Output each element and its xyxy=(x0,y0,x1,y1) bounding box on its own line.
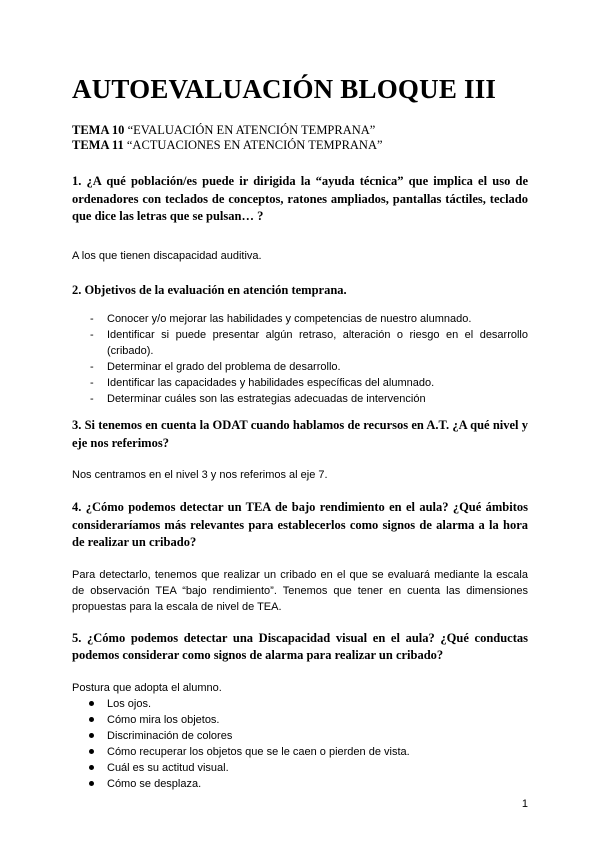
list-item xyxy=(72,327,528,359)
list-item xyxy=(72,359,528,375)
list-item-text: Determinar cuáles son las estrategias adecuadas de intervención xyxy=(107,393,426,405)
list-item-text: Cómo se desplaza. xyxy=(107,777,202,790)
bullet-dot-icon xyxy=(89,733,94,738)
list-item xyxy=(72,712,528,728)
list-item xyxy=(72,311,528,327)
list-item-text: Determinar el grado del problema de desarrollo. xyxy=(107,361,341,373)
topic-label: TEMA 10 xyxy=(72,123,125,137)
list-item xyxy=(72,375,528,391)
list-item-text: Cómo recuperar los objetos que se le caen o pierden de vista. xyxy=(107,745,410,758)
list-item-text: Discriminación de colores xyxy=(107,729,233,742)
list-item xyxy=(72,696,528,712)
question-text: 3. Si tenemos en cuenta la ODAT cuando hablamos de recursos en A.T. ¿A qué nivel y eje nos referimos? xyxy=(72,418,528,450)
bullet-dot-icon xyxy=(89,781,94,786)
topic-text: “EVALUACIÓN EN ATENCIÓN TEMPRANA” xyxy=(124,123,376,137)
question-block-1 xyxy=(72,173,528,264)
dash-bullet: - xyxy=(90,377,94,389)
list-item-text: Identificar si puede presentar algún retraso, alteración o riesgo en el desarrollo (cribado). xyxy=(107,329,528,357)
document-title: AUTOEVALUACIÓN BLOQUE III xyxy=(72,74,497,104)
document-page xyxy=(72,74,528,792)
list-item xyxy=(72,760,528,776)
bullet-dot-icon xyxy=(89,749,94,754)
question-block-3 xyxy=(72,417,528,483)
topic-line xyxy=(72,138,528,153)
list-item xyxy=(72,391,528,407)
list-item xyxy=(72,728,528,744)
bullet-dot-icon xyxy=(89,765,94,770)
dash-bullet: - xyxy=(90,329,94,341)
question-text: 2. Objetivos de la evaluación en atención temprana. xyxy=(72,282,347,297)
answer-text: Nos centramos en el nivel 3 y nos referimos al eje 7. xyxy=(72,469,328,481)
list-item xyxy=(72,744,528,760)
question-block-2 xyxy=(72,282,528,408)
page-number: 1 xyxy=(521,798,528,810)
topic-label: TEMA 11 xyxy=(72,138,124,152)
alarm-signs-list xyxy=(72,696,528,792)
dash-bullet: - xyxy=(90,393,94,405)
dash-bullet: - xyxy=(90,313,94,325)
topic-text: “ACTUACIONES EN ATENCIÓN TEMPRANA” xyxy=(123,138,383,152)
question-block-4 xyxy=(72,499,528,615)
list-item-text: Identificar las capacidades y habilidades específicas del alumnado. xyxy=(107,377,435,389)
topics-block xyxy=(72,123,528,153)
answer-text: Para detectarlo, tenemos que realizar un cribado en el que se evaluará mediante la escala de observación TEA “bajo rendimiento”. Tenemos que tener en cuenta las dimensiones propuestas para la escala de nivel de TEA. xyxy=(72,568,528,613)
objectives-list xyxy=(72,311,528,407)
question-text: 5. ¿Cómo podemos detectar una Discapacidad visual en el aula? ¿Qué conductas podemos considerar como signos de alarma para realizar un cribado? xyxy=(72,630,528,662)
question-block-5 xyxy=(72,630,528,792)
list-item-text: Cómo mira los objetos. xyxy=(107,713,220,726)
bullet-dot-icon xyxy=(89,717,94,722)
answer-text: Postura que adopta el alumno. xyxy=(72,681,222,694)
list-item-text: Conocer y/o mejorar las habilidades y competencias de nuestro alumnado. xyxy=(107,313,472,325)
question-text: 1. ¿A qué población/es puede ir dirigida la “ayuda técnica” que implica el uso de ordenadores con teclados de conceptos, ratones ampliados, pantallas táctiles, teclado que dice las letras que se pulsan… ? xyxy=(72,174,528,223)
answer-text: A los que tienen discapacidad auditiva. xyxy=(72,249,262,262)
question-text: 4. ¿Cómo podemos detectar un TEA de bajo rendimiento en el aula? ¿Qué ámbitos consideraríamos más relevantes para establecerlos como signos de alarma a la hora de realizar un cribado? xyxy=(72,500,528,549)
bullet-dot-icon xyxy=(89,701,94,706)
topic-line xyxy=(72,123,528,138)
dash-bullet: - xyxy=(90,361,94,373)
list-item xyxy=(72,776,528,792)
list-item-text: Los ojos. xyxy=(107,697,152,710)
list-item-text: Cuál es su actitud visual. xyxy=(107,761,229,774)
